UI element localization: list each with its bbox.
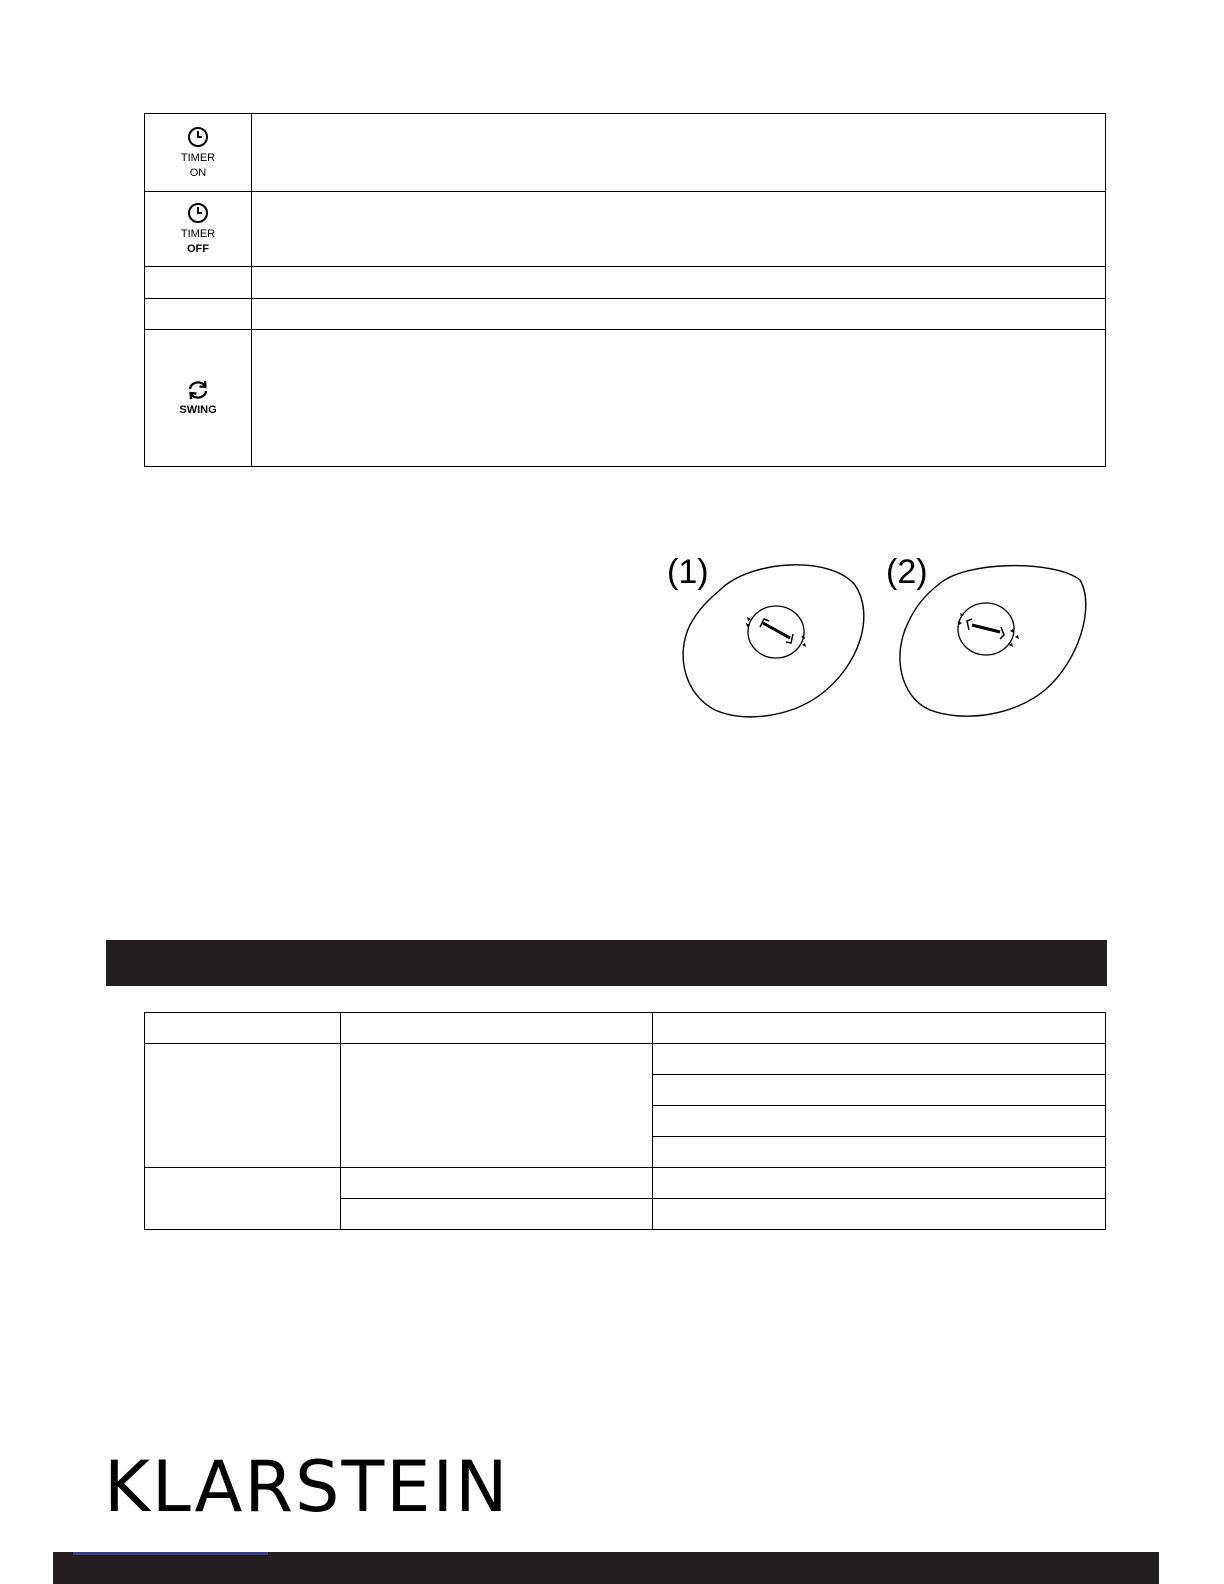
swing-icon [186,379,210,401]
empty-button-cell [145,267,252,299]
timer-off-label-2: OFF [187,243,209,255]
table-header-cell [653,1013,1106,1044]
timer-on-cell [145,114,252,192]
outline-1 [683,565,864,717]
table-row [145,1044,1106,1075]
table-cell [653,1199,1106,1230]
table-cell [341,1168,653,1199]
clock-icon [186,125,210,149]
table-header-cell [145,1013,341,1044]
info-table [144,1012,1106,1230]
table-cell [653,1168,1106,1199]
table-row [145,1013,1106,1044]
table-row [145,1168,1106,1199]
table-row [145,192,1106,267]
timer-on-label-1: TIMER [180,151,216,164]
footer-bar [53,1552,1159,1584]
swing-description [252,330,1106,467]
figure-illustration [660,555,1100,730]
timer-off-description [252,192,1106,267]
timer-on-label-2: ON [189,166,207,179]
figure-label-1: (1) [667,553,709,591]
table-cell [653,1137,1106,1168]
timer-on-description [252,114,1106,192]
clock-icon [186,201,210,225]
table-cell [653,1106,1106,1137]
table-row [145,330,1106,467]
timer-off-cell [145,192,252,267]
table-row [145,299,1106,330]
empty-description [252,267,1106,299]
table-cell [653,1075,1106,1106]
swing-label: SWING [179,403,217,416]
table-cell [341,1199,653,1230]
table-row [145,114,1106,192]
table-cell [145,1044,341,1168]
section-header-bar [106,940,1107,986]
timer-off-label-1: TIMER [180,228,216,240]
table-cell [341,1044,653,1168]
footer-link[interactable] [73,1552,268,1555]
table-cell [145,1168,341,1230]
figure-label-2: (2) [886,553,928,591]
outline-2 [900,566,1086,717]
brand-logo: KLARSTEIN [104,1446,510,1528]
swing-cell [145,330,252,467]
table-header-cell [341,1013,653,1044]
empty-description [252,299,1106,330]
table-cell [653,1044,1106,1075]
table-row [145,267,1106,299]
empty-button-cell [145,299,252,330]
buttons-table [144,113,1106,467]
